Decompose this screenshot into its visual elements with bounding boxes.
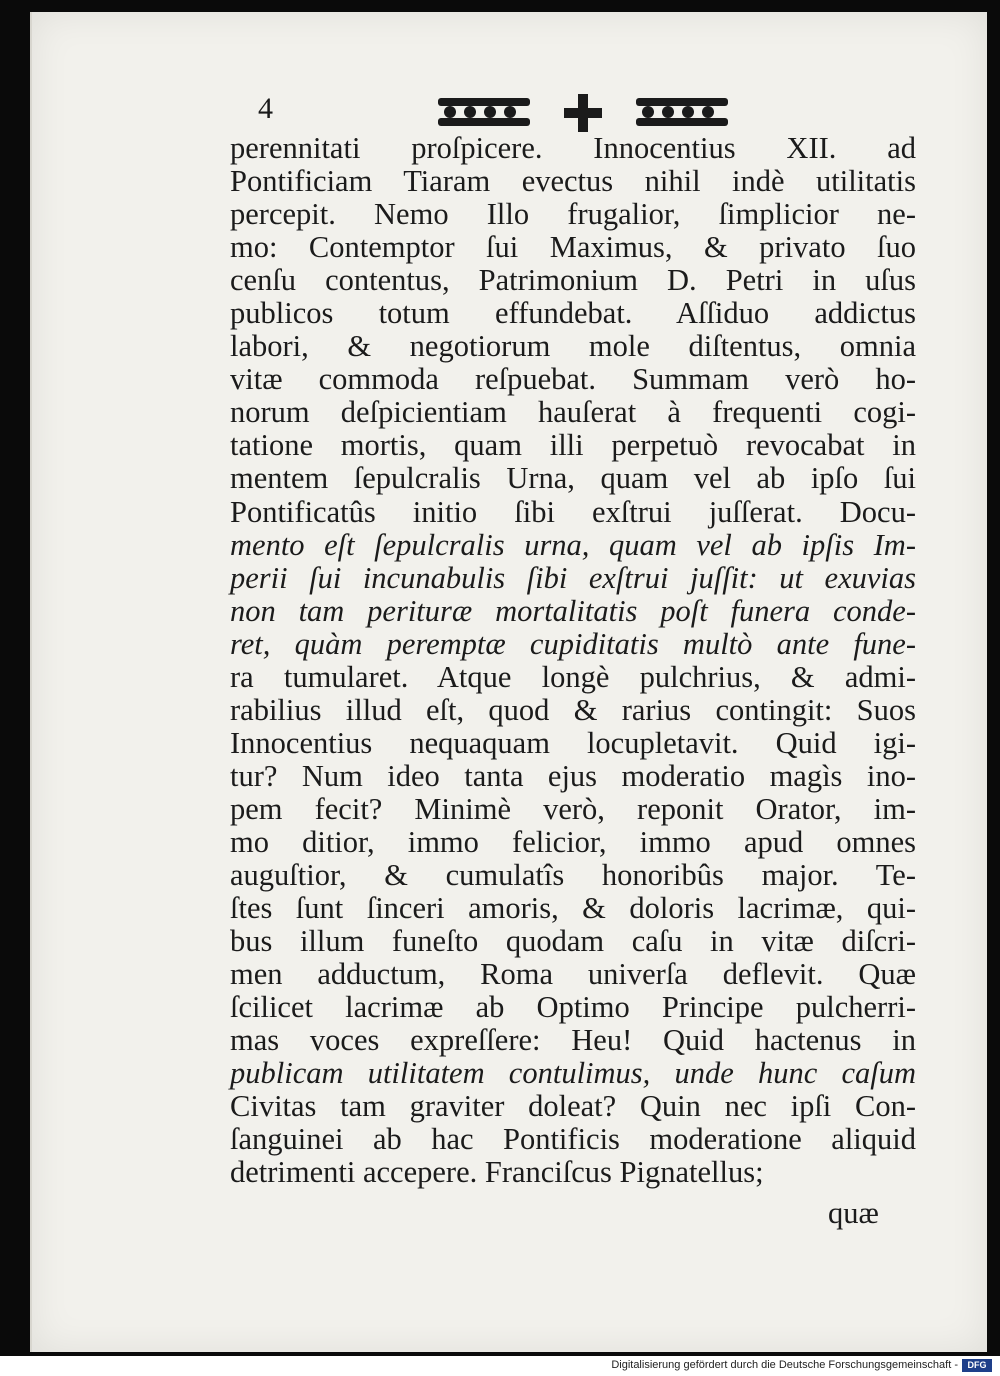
text-line: Civitas tam graviter doleat? Quin nec ipſi Con- <box>230 1089 916 1124</box>
text-line: ſtes ſunt ſinceri amoris, & doloris lacrimæ, qui- <box>230 891 916 926</box>
ornament-icon <box>438 92 728 134</box>
footer-credit: Digitalisierung gefördert durch die Deutsche Forschungsgemeinschaft - <box>611 1359 958 1371</box>
text-line: ſcilicet lacrimæ ab Optimo Principe pulcherri- <box>230 990 916 1025</box>
text-line: vitæ commoda reſpuebat. Summam verò ho- <box>230 362 916 397</box>
text-line: Pontificiam Tiaram evectus nihil indè utilitatis <box>230 164 916 199</box>
text-line: mentem ſepulcralis Urna, quam vel ab ipſo ſui <box>230 461 916 496</box>
text-line: mento eſt ſepulcralis urna, quam vel ab ipſis Im- <box>230 527 916 562</box>
text-line: percepit. Nemo Illo frugalior, ſimplicior ne- <box>230 197 916 232</box>
text-line: mo: Contemptor ſui Maximus, & privato ſuo <box>230 230 916 265</box>
text-line: detrimenti accepere. Franciſcus Pignatellus; <box>230 1155 764 1190</box>
dfg-logo-icon: DFG <box>962 1359 992 1372</box>
text-line: ret, quàm peremptæ cupiditatis multò ante fune- <box>230 626 916 661</box>
text-line: perii ſui incunabulis ſibi exſtrui juſſit: ut exuvias <box>230 560 916 595</box>
text-line: non tam perituræ mortalitatis poſt funera conde- <box>230 593 916 628</box>
text-line: mo ditior, immo felicior, immo apud omnes <box>230 824 916 859</box>
text-line: Pontificatûs initio ſibi exſtrui juſſerat. Docu- <box>230 494 916 529</box>
page-number: 4 <box>258 92 273 125</box>
text-line: tur? Num ideo tanta ejus moderatio magìs ino- <box>230 758 916 793</box>
text-line: cenſu contentus, Patrimonium D. Petri in uſus <box>230 263 916 298</box>
text-line: Innocentius nequaquam locupletavit. Quid igi- <box>230 725 916 760</box>
text-line: auguſtior, & cumulatîs honoribûs major. Te- <box>230 858 916 893</box>
text-line: publicam utilitatem contulimus, unde hunc caſum <box>230 1056 916 1091</box>
text-line: tatione mortis, quam illi perpetuò revocabat in <box>230 428 916 463</box>
text-line: rabilius illud eſt, quod & rarius contingit: Suos <box>230 692 916 727</box>
text-line: pem fecit? Minimè verò, reponit Orator, im- <box>230 791 916 826</box>
text-line: men adductum, Roma univerſa deflevit. Quæ <box>230 957 916 992</box>
body-text <box>230 132 916 1190</box>
text-line: perennitati proſpicere. Innocentius XII. ad <box>230 131 916 165</box>
text-line: norum deſpicientiam hauſerat à frequenti cogi- <box>230 395 916 430</box>
text-line: ra tumularet. Atque longè pulchrius, & admi- <box>230 659 916 694</box>
text-line: labori, & negotiorum mole diſtentus, omnia <box>230 329 916 364</box>
text-line: publicos totum effundebat. Aſſiduo addictus <box>230 296 916 331</box>
footer-bar <box>0 1356 1000 1376</box>
text-line: mas voces expreſſere: Heu! Quid hactenus in <box>230 1023 916 1058</box>
text-line: bus illum funeſto quodam caſu in vitæ diſcri- <box>230 924 916 959</box>
catchword: quæ <box>828 1196 879 1230</box>
text-line: ſanguinei ab hac Pontificis moderatione aliquid <box>230 1122 916 1157</box>
